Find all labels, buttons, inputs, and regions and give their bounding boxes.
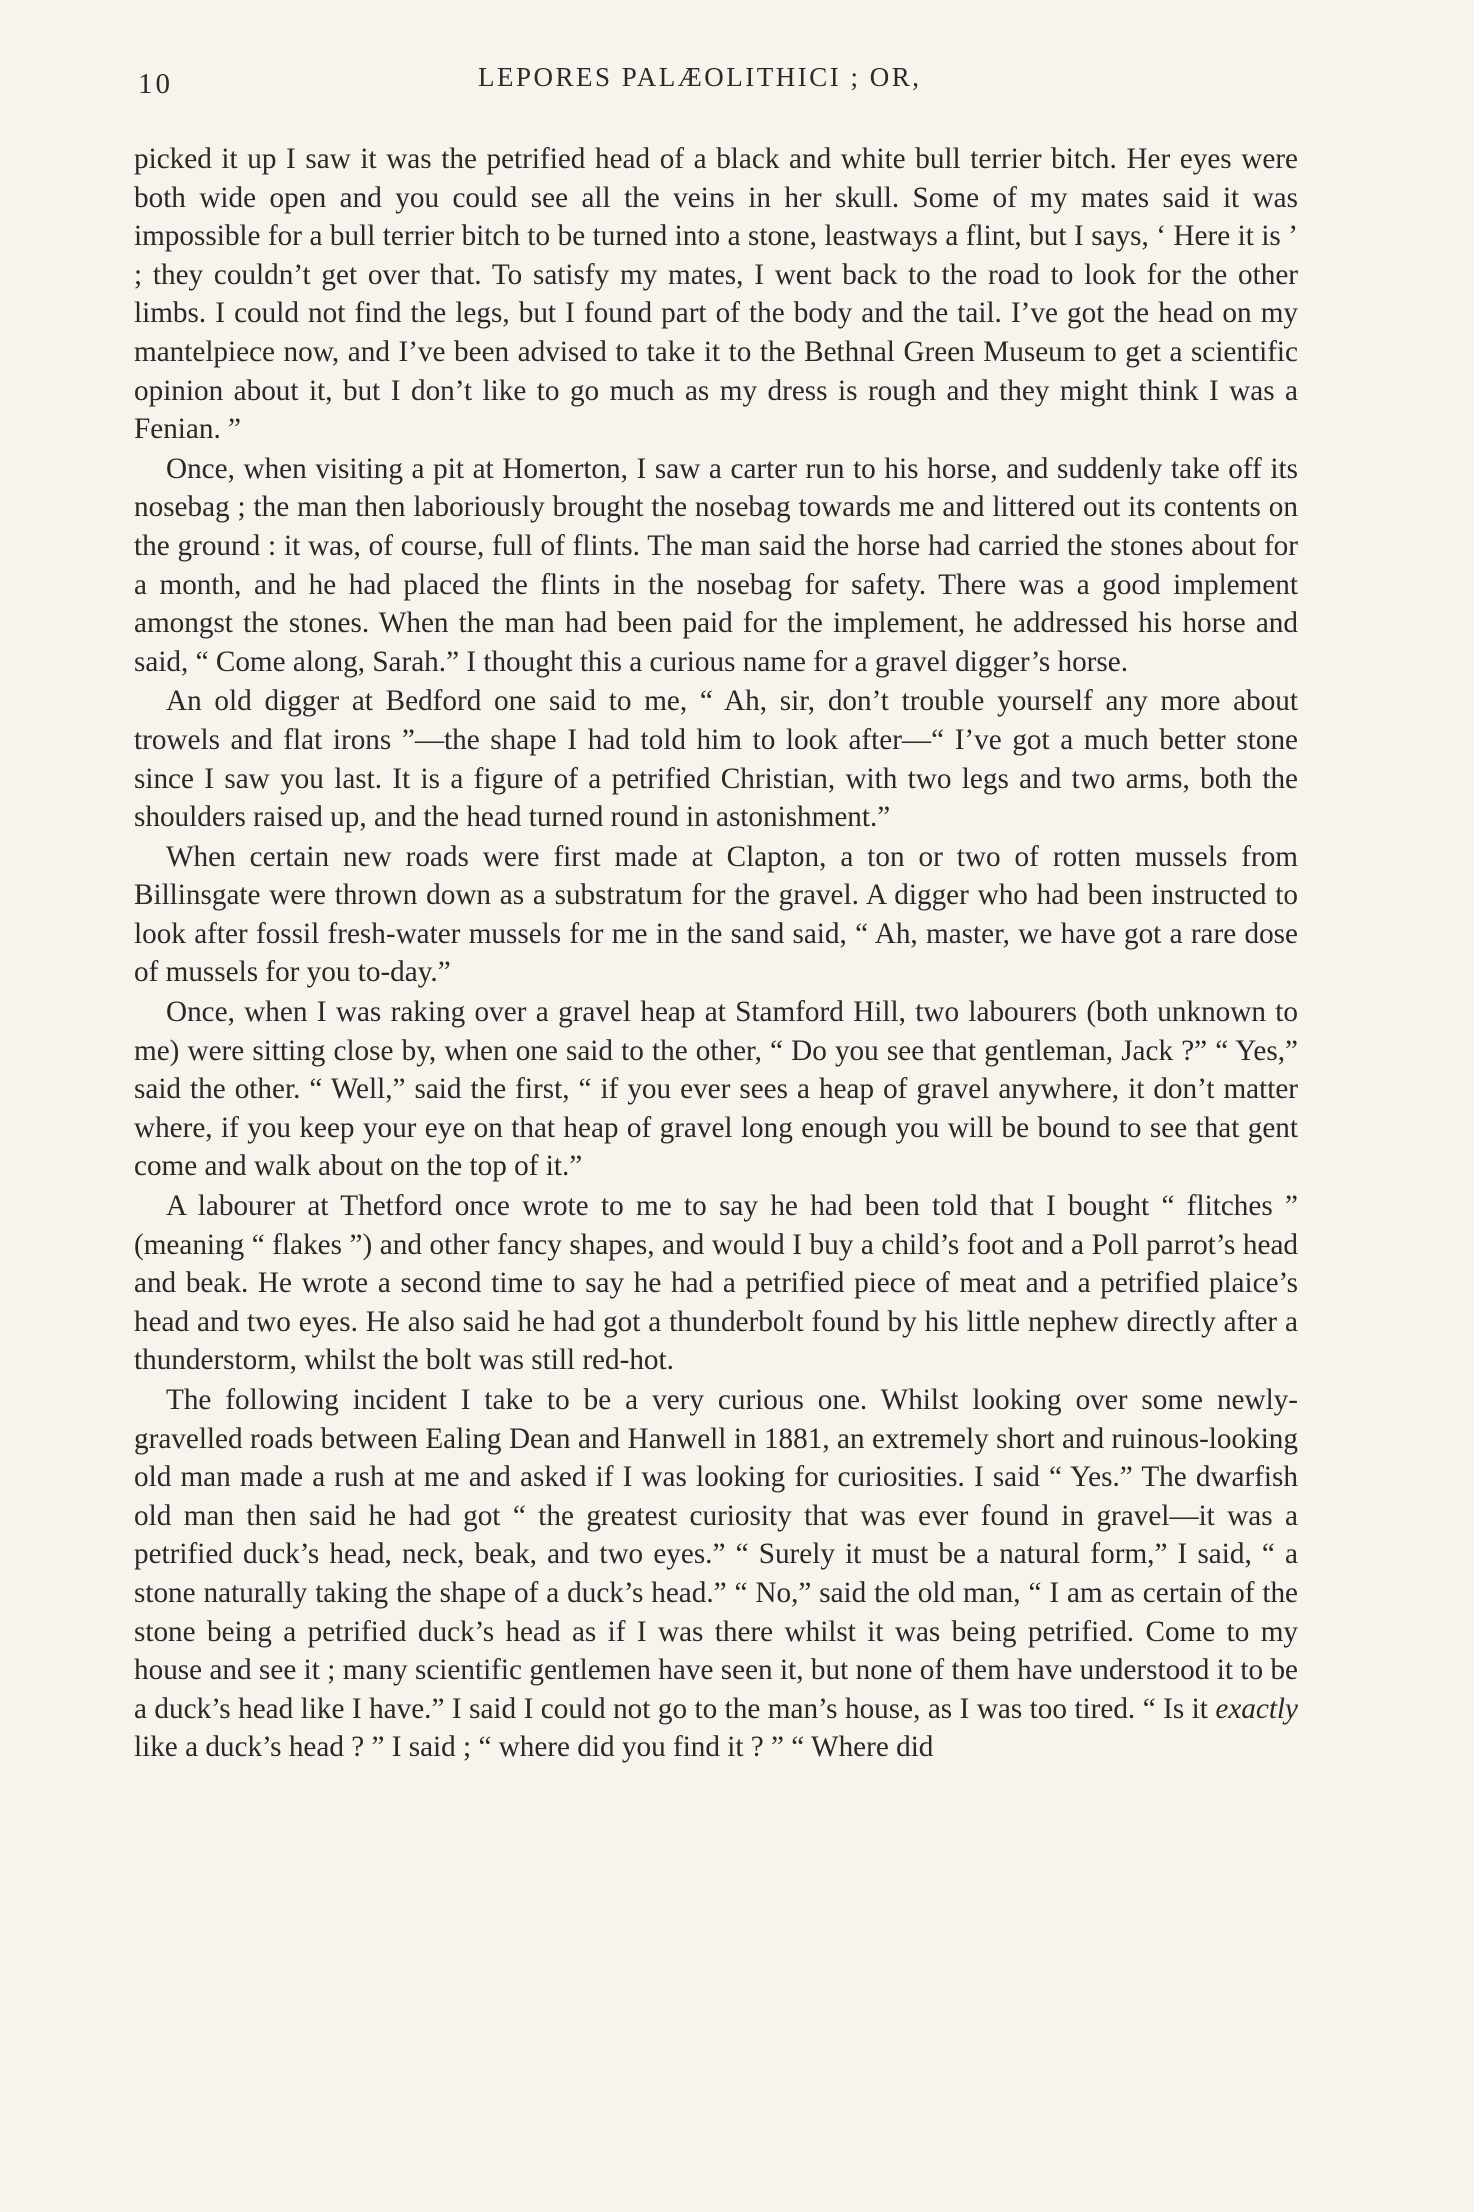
paragraph: A labourer at Thetford once wrote to me to say he had been told that I bought “ flitches ” (meaning “ flakes ”) and other fancy shapes, and would I buy a child’s foot and a Poll parrot’s head and beak. He wrote a second time to say he had a petrified piece of meat and a petrified plaice’s head and two eyes. He also said he had got a thunderbolt found by his little nephew directly after a thunderstorm, whilst the bolt was still red-hot.	[134, 1190, 1298, 1377]
running-head: LEPORES PALÆOLITHICI ; OR,	[478, 62, 922, 92]
paragraph: Once, when I was raking over a gravel heap at Stamford Hill, two labourers (both unknown to me) were sitting close by, when one said to the other, “ Do you see that gentleman, Jack ?” “ Yes,” said the other. “ Well,” said the first, “ if you ever sees a heap of gravel anywhere, it don’t matter where, if you keep your eye on that heap of gravel long enough you will be bound to see that gent come and walk about on the top of it.”	[134, 996, 1298, 1183]
page-header	[138, 58, 1298, 108]
paragraph: When certain new roads were first made at Clapton, a ton or two of rotten mussels from Billinsgate were thrown down as a substratum for the gravel. A digger who had been instructed to look after fossil fresh-water mussels for me in the sand said, “ Ah, master, we have got a rare dose of mussels for you to-day.”	[134, 840, 1298, 989]
paragraph	[134, 1381, 1298, 1767]
paragraph-text: like a duck’s head ? ” I said ; “ where did you find it ? ” “ Where did	[134, 1731, 934, 1764]
italic-emphasis: exactly	[1215, 1692, 1298, 1725]
paragraph: picked it up I saw it was the petrified head of a black and white bull terrier bitch. Her eyes were both wide open and you could see all the veins in her skull. Some of my mates said it was impossible for a bull terrier bitch to be turned into a stone, leastways a flint, but I says, ‘ Here it is ’ ; they couldn’t get over that. To satisfy my mates, I went back to the road to look for the other limbs. I could not find the legs, but I found part of the body and the tail. I’ve got the head on my mantelpiece now, and I’ve been advised to take it to the Bethnal Green Museum to get a scientific opinion about it, but I don’t like to go much as my dress is rough and they might think I was a Fenian. ”	[134, 143, 1298, 446]
paragraph-text: The following incident I take to be a very curious one. Whilst looking over some newly-gravelled roads between Ealing Dean and Hanwell in 1881, an extremely short and ruinous-looking old man made a rush at me and asked if I was looking for curiosities. I said “ Yes.” The dwarfish old man then said he had got “ the greatest curiosity that was ever found in gravel—it was a petrified duck’s head, neck, beak, and two eyes.” “ Surely it must be a natural form,” I said, “ a stone naturally taking the shape of a duck’s head.” “ No,” said the old man, “ I am as certain of the stone being a petrified duck’s head as if I was there whilst it was being petrified. Come to my house and see it ; many scientific gentlemen have seen it, but none of them have understood it to be a duck’s head like I have.” I said I could not go to the man’s house, as I was too tired. “ Is it	[134, 1384, 1298, 1725]
page-number: 10	[138, 68, 173, 100]
paragraph: An old digger at Bedford one said to me, “ Ah, sir, don’t trouble yourself any more about trowels and flat irons ”—the shape I had told him to look after—“ I’ve got a much better stone since I saw you last. It is a figure of a petrified Christian, with two legs and two arms, both the shoulders raised up, and the head turned round in astonishment.”	[134, 685, 1298, 834]
body-text	[134, 140, 1298, 1767]
paragraph: Once, when visiting a pit at Homerton, I saw a carter run to his horse, and suddenly take off its nosebag ; the man then laboriously brought the nosebag towards me and littered out its contents on the ground : it was, of course, full of flints. The man said the horse had carried the stones about for a month, and he had placed the flints in the nosebag for safety. There was a good implement amongst the stones. When the man had been paid for the implement, he addressed his horse and said, “ Come along, Sarah.” I thought this a curious name for a gravel digger’s horse.	[134, 452, 1298, 678]
